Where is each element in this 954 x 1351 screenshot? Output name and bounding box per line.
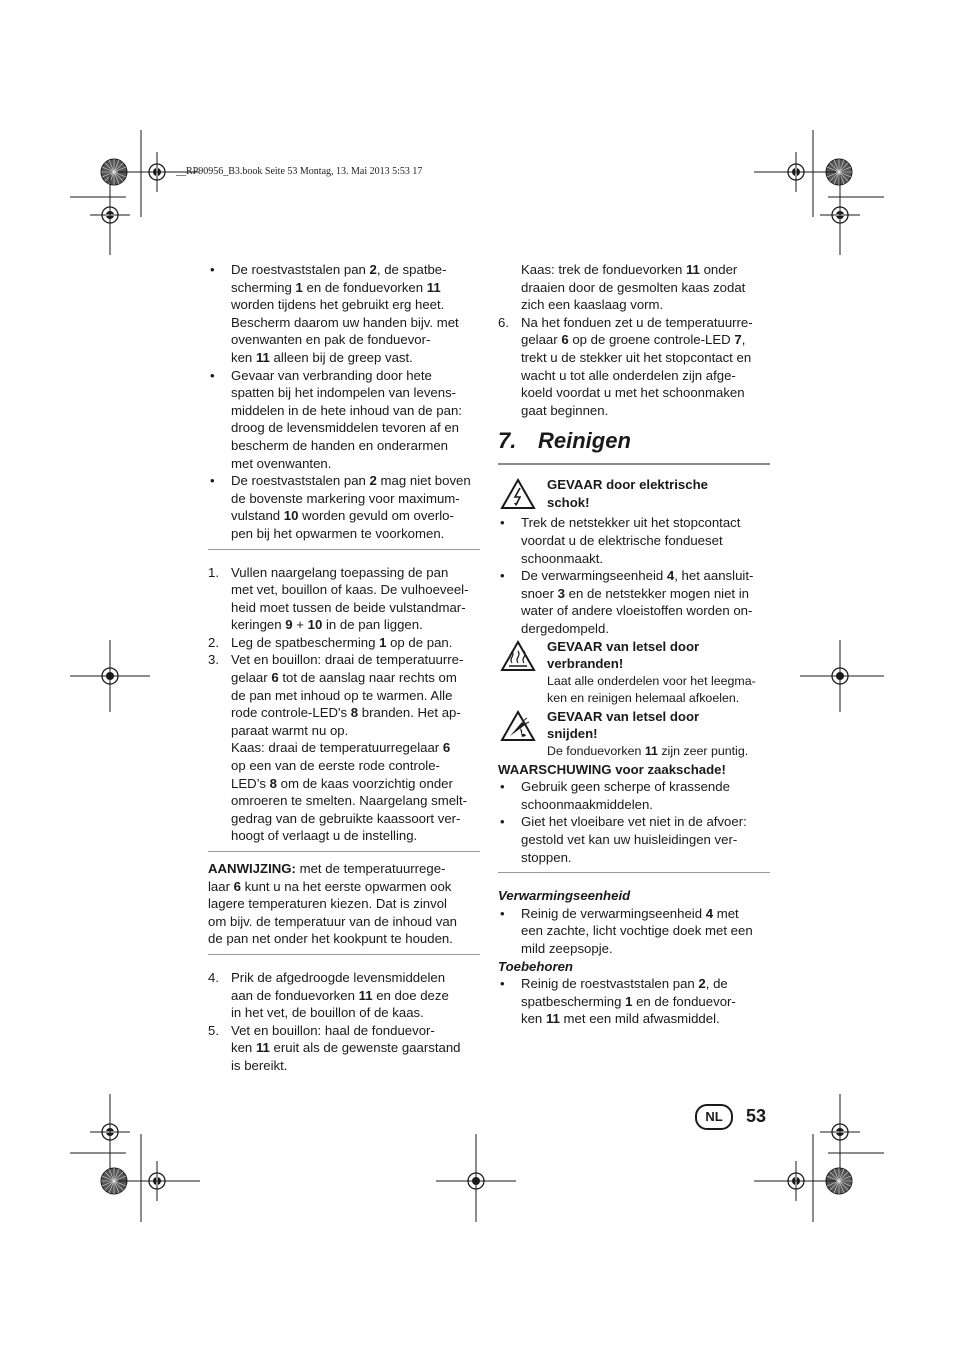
steps-list-b	[208, 969, 480, 1075]
section-heading: 7. Reinigen	[498, 428, 631, 454]
left-column	[208, 261, 480, 1075]
list-item: • De roestvaststalen pan 2, de spatbe- scherming 1 en de fonduevorken 11 worden tijdens het gebruikt erg heet. Bescherm daarom uw handen bijv. met ovenwanten en pak de fonduevor- ken 11 alleen bij de greep vast.	[210, 262, 459, 365]
list-item: • Trek de netstekker uit het stopcontact voordat u de elektrische fondueset schoonmaakt.	[500, 515, 741, 566]
file-info-header: __RP90956_B3.book Seite 53 Montag, 13. Mai 2013 5:53 17	[176, 166, 423, 177]
list-item: • Gebruik geen scherpe of krassende schoonmaakmiddelen.	[500, 779, 730, 812]
cutting-hazard-icon	[500, 710, 536, 742]
list-item: • De verwarmingseenheid 4, het aansluit- snoer 3 en de netstekker mogen niet in water of andere vloeistoffen worden on- dergedompeld.	[500, 568, 754, 636]
hot-surface-icon	[500, 640, 536, 672]
note-paragraph: AANWIJZING: met de temperatuurrege- laar 6 kunt u na het eerste opwarmen ook lagere temperaturen kiezen. Dat is zinvol om bijv. de temperatuur van de inhoud van de pan net onder het kookpunt te houden.	[208, 861, 458, 947]
list-item: 1. Vullen naargelang toepassing de pan met vet, bouillon of kaas. De vulhoeveel- heid moet tussen de beide vulstandmar- keringen 9 + 10 in de pan liggen.	[208, 564, 469, 633]
list-item: 4. Prik de afgedroogde levensmiddelen aan de fonduevorken 11 en doe deze in het vet, de bouillon of de kaas.	[208, 969, 449, 1021]
electric-warning: GEVAAR door elektrische schok!	[498, 476, 770, 514]
list-item: • De roestvaststalen pan 2 mag niet boven de bovenste markering voor maximum- vulstand 10 worden gevuld om overlo- pen bij het opwarmen te voorkomen.	[210, 473, 471, 541]
list-item: 2. Leg de spatbescherming 1 op de pan.	[208, 634, 453, 650]
list-item: 6. Na het fonduen zet u de temperatuurre- gelaar 6 op de groene controle-LED 7, trekt u de stekker uit het stopcontact en wacht u tot alle onderdelen zijn afge- koeld voordat u met het schoonmaken gaat beginnen.	[498, 314, 753, 418]
list-item: 3. Vet en bouillon: draai de temperatuurre- gelaar 6 tot de aanslag naar rechts om de pan met inhoud op te warmen. Alle rode controle-LED's 8 branden. Het ap- paraat warmt nu op. Kaas: draai de temperatuurregelaar 6 op een van de eerste rode controle- LED’s 8 om de kaas voorzichtig onder omroeren te smelten. Naargelang smelt- gedrag van de gebruikte kaassoort ver- hoogt of verlaagt u de instelling.	[208, 652, 468, 844]
list-item: • Gevaar van verbranding door hete spatten bij het indompelen van levens- middelen in de hete inhoud van de pan: droog de levensmiddelen tevoren af en bescherm de handen en onderarmen met ovenwanten.	[210, 367, 462, 471]
subheading-heating-unit: Verwarmingseenheid	[498, 888, 631, 904]
damage-warning-title: WAARSCHUWING voor zaakschade!	[498, 761, 726, 777]
list-item: 5. Vet en bouillon: haal de fonduevor- ken 11 eruit als de gewenste gaarstand is bereikt.	[208, 1022, 461, 1073]
burn-warning: GEVAAR van letsel door verbranden! Laat alle onderdelen voor het leegma- ken en reinigen helemaal afkoelen.	[498, 638, 770, 708]
right-column	[498, 261, 770, 1028]
list-item: • Reinig de roestvaststalen pan 2, de spatbescherming 1 en de fonduevor- ken 11 met een mild afwasmiddel.	[500, 976, 736, 1027]
page-number: 53	[746, 1106, 767, 1126]
list-item: • Giet het vloeibare vet niet in de afvoer: gestold vet kan uw huisleidingen ver- stoppen.	[500, 814, 747, 865]
subheading-accessories: Toebehoren	[498, 958, 573, 974]
list-item: • Reinig de verwarmingseenheid 4 met een zachte, licht vochtige doek met een mild zeepsopje.	[500, 905, 753, 956]
cut-warning: GEVAAR van letsel door snijden! De fonduevorken 11 zijn zeer puntig.	[498, 708, 770, 761]
language-badge: NL	[695, 1104, 733, 1130]
steps-list-a	[208, 564, 480, 846]
electric-hazard-icon	[500, 478, 536, 510]
step-5-continuation: Kaas: trek de fonduevorken 11 onder draaien door de gesmolten kaas zodat zich een kaaslaag vorm.	[521, 262, 746, 313]
safety-bullet-list	[208, 261, 480, 543]
